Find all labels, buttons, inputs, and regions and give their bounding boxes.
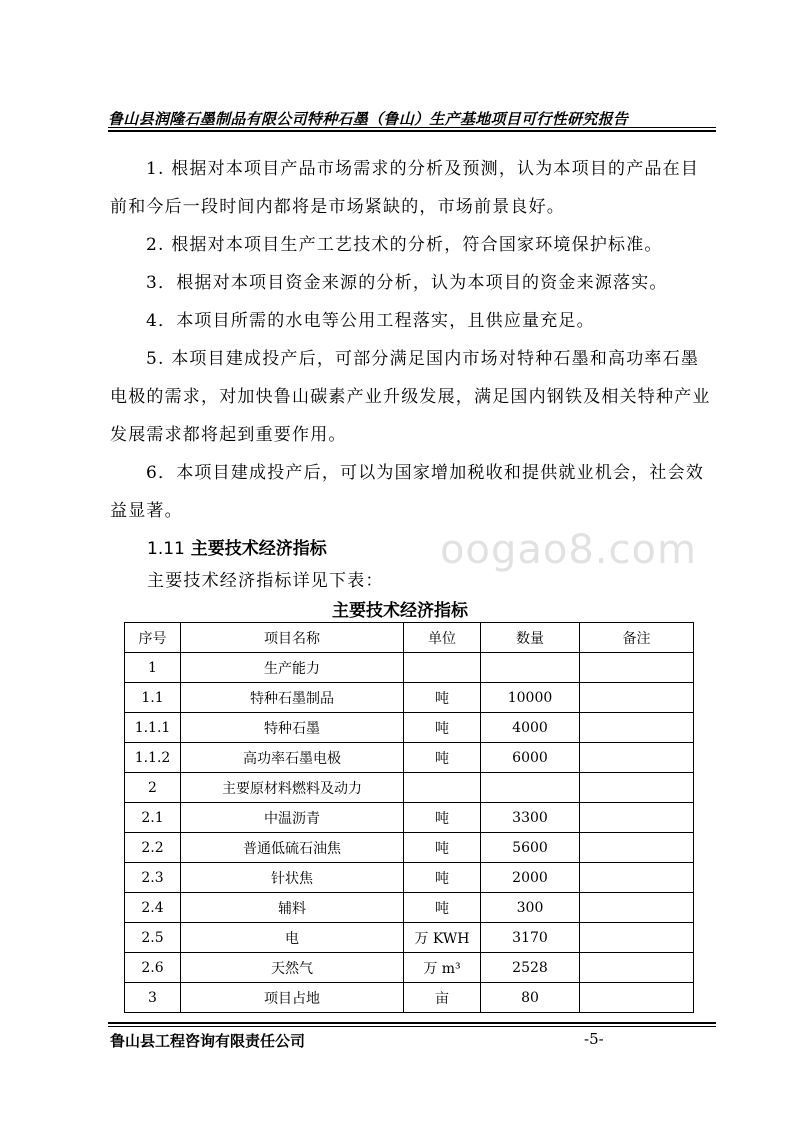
paragraph-5: 5. 本项目建成投产后，可部分满足国内市场对特种石墨和高功率石墨电极的需求，对加快鲁山碳素产业升级发展，满足国内钢铁及相关特种产业发展需求都将起到重要作用。 bbox=[110, 349, 711, 445]
page-header-title: 鲁山县润隆石墨制品有限公司特种石墨（鲁山）生产基地项目可行性研究报告 bbox=[108, 110, 629, 128]
table-row bbox=[125, 773, 694, 803]
cell-no: 2.5 bbox=[125, 923, 181, 953]
table-title: 主要技术经济指标 bbox=[332, 601, 468, 621]
col-header-unit: 单位 bbox=[404, 623, 481, 653]
cell-name: 特种石墨制品 bbox=[181, 683, 404, 713]
cell-unit: 吨 bbox=[404, 803, 481, 833]
table-row bbox=[125, 743, 694, 773]
cell-unit: 吨 bbox=[404, 743, 481, 773]
cell-note bbox=[580, 893, 694, 923]
cell-unit bbox=[404, 773, 481, 803]
cell-name: 电 bbox=[181, 923, 404, 953]
cell-unit: 万 m³ bbox=[404, 953, 481, 983]
paragraph-4: 4．本项目所需的水电等公用工程落实，且供应量充足。 bbox=[146, 311, 595, 331]
indicators-table bbox=[124, 622, 694, 1013]
cell-unit bbox=[404, 653, 481, 683]
cell-no: 2.3 bbox=[125, 863, 181, 893]
cell-note bbox=[580, 803, 694, 833]
cell-no: 2 bbox=[125, 773, 181, 803]
cell-name: 主要原材料燃料及动力 bbox=[181, 773, 404, 803]
footer-rule bbox=[108, 1026, 716, 1027]
cell-qty bbox=[481, 773, 580, 803]
cell-note bbox=[580, 923, 694, 953]
cell-qty: 6000 bbox=[481, 743, 580, 773]
footer-company: 鲁山县工程咨询有限责任公司 bbox=[110, 1032, 306, 1050]
cell-name: 针状焦 bbox=[181, 863, 404, 893]
cell-note bbox=[580, 773, 694, 803]
page-number: -5- bbox=[584, 1030, 604, 1048]
table-header-row bbox=[125, 623, 694, 653]
cell-unit: 亩 bbox=[404, 983, 481, 1013]
paragraph-6: 6．本项目建成投产后，可以为国家增加税收和提供就业机会，社会效益显著。 bbox=[110, 463, 705, 521]
watermark: oogao8.com bbox=[440, 527, 697, 573]
section-title: 主要技术经济指标 bbox=[190, 539, 327, 559]
cell-unit: 吨 bbox=[404, 683, 481, 713]
cell-no: 3 bbox=[125, 983, 181, 1013]
cell-no: 2.1 bbox=[125, 803, 181, 833]
cell-name: 高功率石墨电极 bbox=[181, 743, 404, 773]
cell-note bbox=[580, 983, 694, 1013]
cell-qty: 2528 bbox=[481, 953, 580, 983]
cell-note bbox=[580, 863, 694, 893]
table-row bbox=[125, 683, 694, 713]
cell-no: 1.1.2 bbox=[125, 743, 181, 773]
cell-no: 2.2 bbox=[125, 833, 181, 863]
header-rule-thick bbox=[108, 130, 716, 132]
cell-note bbox=[580, 743, 694, 773]
cell-qty bbox=[481, 653, 580, 683]
cell-name: 天然气 bbox=[181, 953, 404, 983]
cell-note bbox=[580, 653, 694, 683]
cell-name: 生产能力 bbox=[181, 653, 404, 683]
cell-qty: 2000 bbox=[481, 863, 580, 893]
col-header-qty: 数量 bbox=[481, 623, 580, 653]
cell-name: 中温沥青 bbox=[181, 803, 404, 833]
table-row bbox=[125, 653, 694, 683]
cell-no: 2.4 bbox=[125, 893, 181, 923]
col-header-name: 项目名称 bbox=[181, 623, 404, 653]
cell-qty: 10000 bbox=[481, 683, 580, 713]
cell-qty: 300 bbox=[481, 893, 580, 923]
cell-no: 2.6 bbox=[125, 953, 181, 983]
cell-no: 1 bbox=[125, 653, 181, 683]
table-row bbox=[125, 953, 694, 983]
section-heading bbox=[147, 534, 327, 559]
table-row bbox=[125, 713, 694, 743]
cell-unit: 万 KWH bbox=[404, 923, 481, 953]
cell-name: 辅料 bbox=[181, 893, 404, 923]
table-row bbox=[125, 863, 694, 893]
cell-qty: 3300 bbox=[481, 803, 580, 833]
cell-qty: 3170 bbox=[481, 923, 580, 953]
table-row bbox=[125, 803, 694, 833]
cell-note bbox=[580, 953, 694, 983]
table-row bbox=[125, 833, 694, 863]
cell-unit: 吨 bbox=[404, 893, 481, 923]
col-header-no: 序号 bbox=[125, 623, 181, 653]
cell-qty: 5600 bbox=[481, 833, 580, 863]
section-intro: 主要技术经济指标详见下表： bbox=[147, 571, 384, 591]
table-row bbox=[125, 893, 694, 923]
cell-name: 普通低硫石油焦 bbox=[181, 833, 404, 863]
paragraph-2: 2. 根据对本项目生产工艺技术的分析，符合国家环境保护标准。 bbox=[146, 235, 663, 255]
cell-note bbox=[580, 713, 694, 743]
cell-unit: 吨 bbox=[404, 713, 481, 743]
cell-unit: 吨 bbox=[404, 833, 481, 863]
cell-note bbox=[580, 683, 694, 713]
paragraph-1: 1. 根据对本项目产品市场需求的分析及预测，认为本项目的产品在目前和今后一段时间内都将是市场紧缺的，市场前景良好。 bbox=[110, 159, 700, 217]
cell-name: 项目占地 bbox=[181, 983, 404, 1013]
header-rule bbox=[108, 127, 716, 128]
footer-rule-thick bbox=[108, 1022, 716, 1024]
cell-qty: 4000 bbox=[481, 713, 580, 743]
cell-no: 1.1 bbox=[125, 683, 181, 713]
section-number: 1.11 bbox=[147, 539, 185, 559]
cell-qty: 80 bbox=[481, 983, 580, 1013]
table-row bbox=[125, 923, 694, 953]
col-header-note: 备注 bbox=[580, 623, 694, 653]
cell-unit: 吨 bbox=[404, 863, 481, 893]
paragraph-3: 3．根据对本项目资金来源的分析，认为本项目的资金来源落实。 bbox=[146, 273, 668, 293]
cell-no: 1.1.1 bbox=[125, 713, 181, 743]
cell-name: 特种石墨 bbox=[181, 713, 404, 743]
cell-note bbox=[580, 833, 694, 863]
table-row bbox=[125, 983, 694, 1013]
